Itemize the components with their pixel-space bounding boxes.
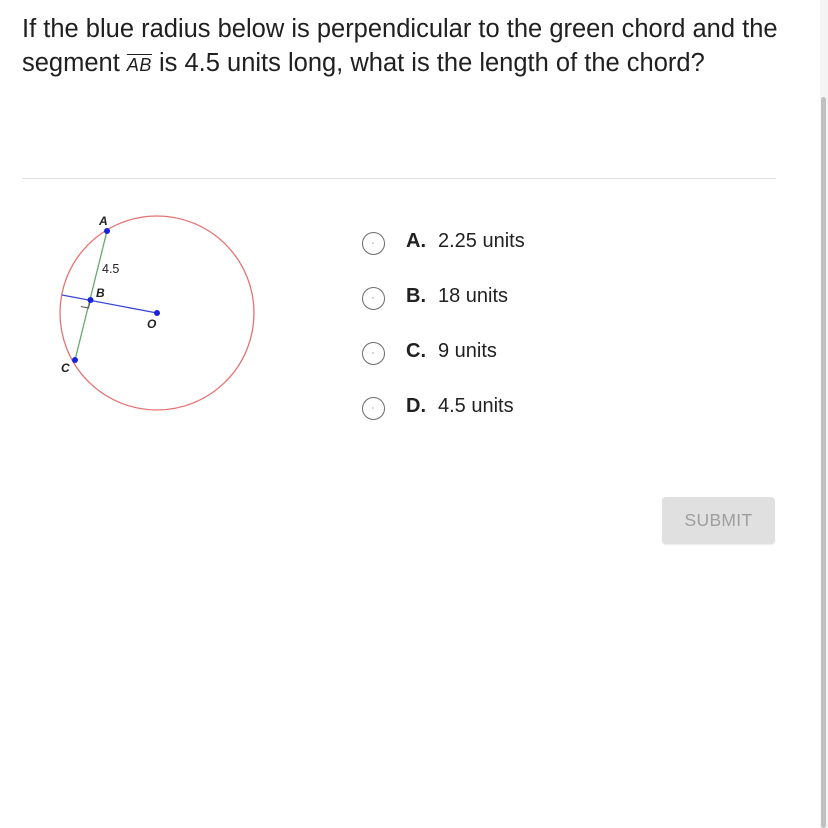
label-c: C xyxy=(61,361,70,375)
point-b xyxy=(88,297,94,303)
segment-ab-label: $\overline{AB}$ xyxy=(126,55,152,75)
label-o: O xyxy=(147,317,157,331)
choice-letter: A. xyxy=(406,230,426,252)
point-c xyxy=(72,357,78,363)
radio-button[interactable] xyxy=(362,232,385,255)
choice-c[interactable] xyxy=(362,324,525,379)
label-b: B xyxy=(96,286,105,300)
radio-button[interactable] xyxy=(362,342,385,365)
point-o xyxy=(154,310,160,316)
scrollbar-thumb[interactable] xyxy=(821,97,826,828)
label-a: A xyxy=(99,214,108,228)
point-a xyxy=(104,228,110,234)
question-part-2: is 4.5 units long, what is the length of the chord? xyxy=(151,49,705,77)
length-label: 4.5 xyxy=(102,262,120,276)
submit-button[interactable]: SUBMIT xyxy=(662,497,775,544)
blue-radius xyxy=(62,295,157,313)
circle-diagram xyxy=(40,205,270,420)
question-part-1: If the blue radius below is perpendicular to the green chord and the segment xyxy=(22,15,778,77)
choice-letter: C. xyxy=(406,340,426,362)
answer-choices xyxy=(362,214,525,434)
question-text xyxy=(22,12,792,82)
radio-button[interactable] xyxy=(362,397,385,420)
divider xyxy=(22,178,776,179)
choice-b[interactable] xyxy=(362,269,525,324)
radio-button[interactable] xyxy=(362,287,385,310)
circle-figure xyxy=(40,205,270,425)
choice-text: 4.5 units xyxy=(438,395,514,417)
choice-letter: B. xyxy=(406,285,426,307)
choice-a[interactable] xyxy=(362,214,525,269)
choice-d[interactable] xyxy=(362,379,525,434)
choice-text: 18 units xyxy=(438,285,509,307)
choice-text: 9 units xyxy=(438,340,497,362)
choice-letter: D. xyxy=(406,395,426,417)
choice-text: 2.25 units xyxy=(438,230,525,252)
